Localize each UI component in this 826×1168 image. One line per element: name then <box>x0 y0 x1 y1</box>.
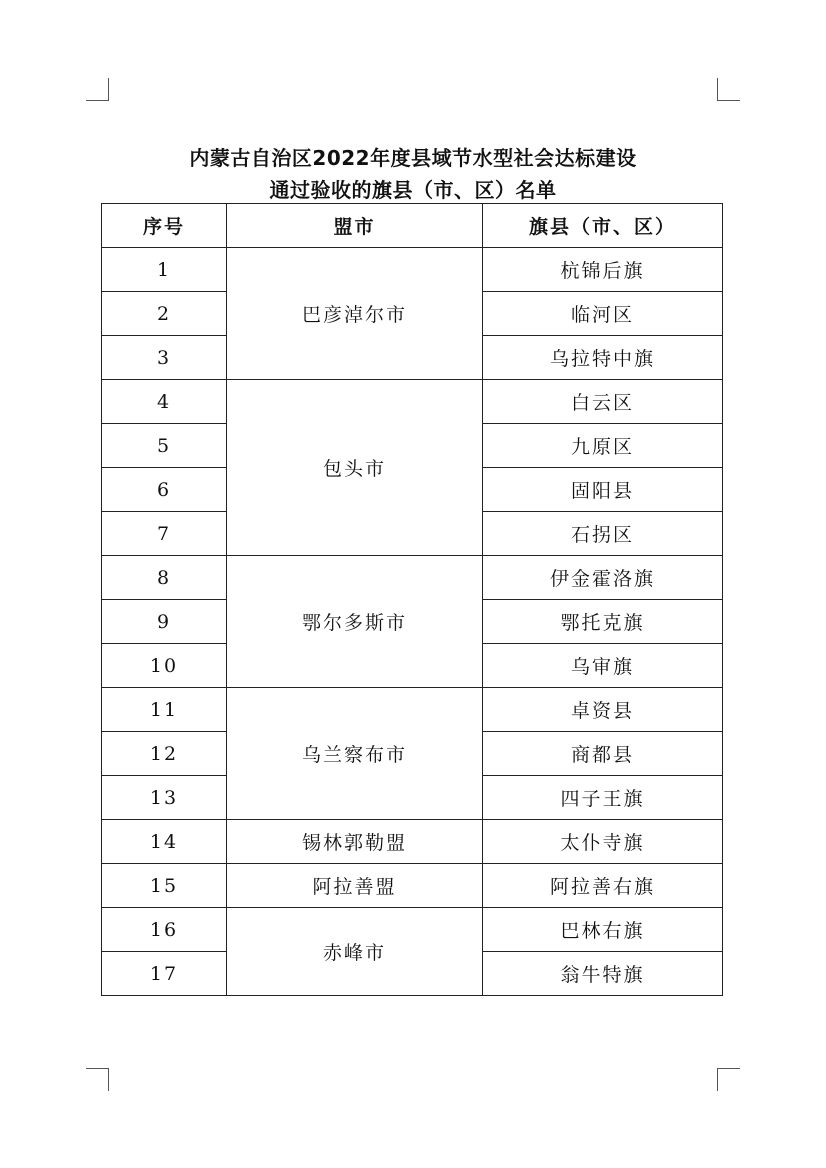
table-header-row <box>102 204 723 248</box>
serial-number-cell: 3 <box>102 336 227 380</box>
county-cell: 固阳县 <box>483 468 723 512</box>
table-row <box>102 556 723 600</box>
city-cell: 巴彦淖尔市 <box>227 248 483 380</box>
serial-number-cell: 13 <box>102 776 227 820</box>
table-row <box>102 688 723 732</box>
table-row <box>102 864 723 908</box>
crop-mark-bottom-right <box>717 1068 740 1091</box>
serial-number-cell: 2 <box>102 292 227 336</box>
document-title-line-2: 通过验收的旗县（市、区）名单 <box>269 178 557 202</box>
serial-number-cell: 5 <box>102 424 227 468</box>
serial-number-cell: 15 <box>102 864 227 908</box>
county-cell: 商都县 <box>483 732 723 776</box>
county-cell: 白云区 <box>483 380 723 424</box>
county-cell: 乌审旗 <box>483 644 723 688</box>
serial-number-cell: 9 <box>102 600 227 644</box>
serial-number-cell: 8 <box>102 556 227 600</box>
header-city: 盟市 <box>227 204 483 248</box>
county-cell: 九原区 <box>483 424 723 468</box>
crop-mark-bottom-left <box>86 1068 109 1091</box>
county-cell: 石拐区 <box>483 512 723 556</box>
county-cell: 乌拉特中旗 <box>483 336 723 380</box>
serial-number-cell: 4 <box>102 380 227 424</box>
table-row <box>102 380 723 424</box>
city-cell: 阿拉善盟 <box>227 864 483 908</box>
county-cell: 翁牛特旗 <box>483 952 723 996</box>
table-row <box>102 248 723 292</box>
crop-mark-top-left <box>86 78 109 101</box>
document-title-line-1: 内蒙古自治区2022年度县域节水型社会达标建设 <box>189 146 637 170</box>
serial-number-cell: 11 <box>102 688 227 732</box>
serial-number-cell: 6 <box>102 468 227 512</box>
county-cell: 四子王旗 <box>483 776 723 820</box>
table-row <box>102 820 723 864</box>
city-cell: 乌兰察布市 <box>227 688 483 820</box>
city-cell: 鄂尔多斯市 <box>227 556 483 688</box>
header-serial-number: 序号 <box>102 204 227 248</box>
crop-mark-top-right <box>717 78 740 101</box>
county-cell: 伊金霍洛旗 <box>483 556 723 600</box>
serial-number-cell: 10 <box>102 644 227 688</box>
county-cell: 临河区 <box>483 292 723 336</box>
serial-number-cell: 7 <box>102 512 227 556</box>
header-county: 旗县（市、区） <box>483 204 723 248</box>
county-cell: 阿拉善右旗 <box>483 864 723 908</box>
table-row <box>102 908 723 952</box>
serial-number-cell: 17 <box>102 952 227 996</box>
county-cell: 巴林右旗 <box>483 908 723 952</box>
county-cell: 鄂托克旗 <box>483 600 723 644</box>
serial-number-cell: 1 <box>102 248 227 292</box>
county-list-table <box>101 203 723 996</box>
serial-number-cell: 12 <box>102 732 227 776</box>
serial-number-cell: 14 <box>102 820 227 864</box>
city-cell: 锡林郭勒盟 <box>227 820 483 864</box>
county-cell: 太仆寺旗 <box>483 820 723 864</box>
county-cell: 杭锦后旗 <box>483 248 723 292</box>
county-cell: 卓资县 <box>483 688 723 732</box>
serial-number-cell: 16 <box>102 908 227 952</box>
city-cell: 赤峰市 <box>227 908 483 996</box>
city-cell: 包头市 <box>227 380 483 556</box>
